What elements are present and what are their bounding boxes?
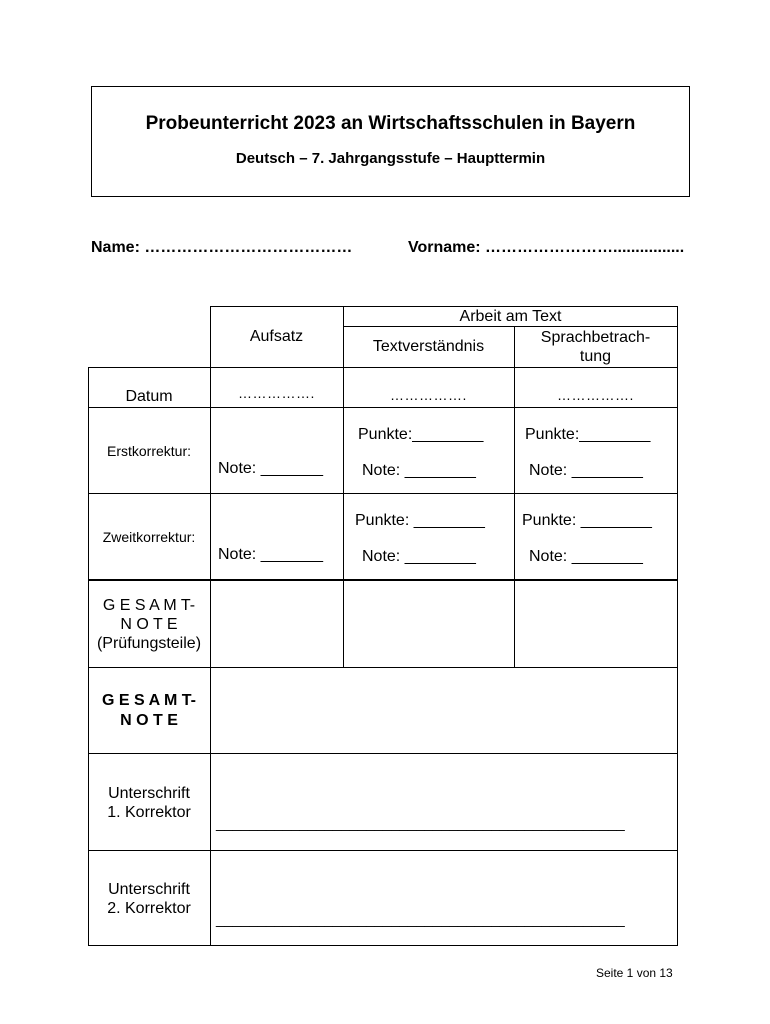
row-label-unterschrift-2-a: Unterschrift — [108, 881, 190, 898]
firstname-field[interactable]: Vorname: ……………………................ — [408, 239, 685, 256]
row-label-unterschrift-1-b: 1. Korrektor — [107, 804, 191, 821]
page-title: Probeunterricht 2023 an Wirtschaftsschulen in Bayern — [145, 113, 636, 134]
column-header-aufsatz: Aufsatz — [249, 328, 304, 345]
date-field-sprachbetrachtung[interactable]: ……………. — [557, 387, 634, 403]
column-header-sprachbetrachtung-2: tung — [579, 348, 612, 365]
row-label-gesamtnote-teile-1: G E S A M T- — [102, 597, 196, 614]
column-header-arbeit-am-text: Arbeit am Text — [459, 308, 562, 325]
header-box — [91, 86, 690, 197]
row-label-gesamtnote-2: N O T E — [120, 712, 178, 729]
signature-line-2[interactable]: _________________________________________________ — [216, 911, 625, 928]
column-header-sprachbetrachtung-1: Sprachbetrach- — [540, 329, 651, 346]
punkte-field-sprachbetrachtung-erst[interactable]: Punkte:________ — [525, 426, 651, 443]
row-label-gesamtnote-teile-3: (Prüfungsteile) — [96, 635, 202, 652]
punkte-field-sprachbetrachtung-zweit[interactable]: Punkte: ________ — [522, 512, 652, 529]
note-field-aufsatz-erst[interactable]: Note: _______ — [218, 460, 323, 477]
note-field-textverstaendnis-zweit[interactable]: Note: ________ — [362, 548, 476, 565]
row-label-gesamtnote-1: G E S A M T- — [102, 692, 196, 709]
note-field-aufsatz-zweit[interactable]: Note: _______ — [218, 546, 323, 563]
row-label-zweitkorrektur: Zweitkorrektur: — [102, 529, 196, 545]
signature-line-1[interactable]: _________________________________________________ — [216, 815, 625, 832]
row-label-unterschrift-1-a: Unterschrift — [108, 785, 190, 802]
date-field-textverstaendnis[interactable]: ……………. — [390, 387, 467, 403]
page-subtitle: Deutsch – 7. Jahrgangsstufe – Haupttermin — [235, 150, 546, 167]
note-field-textverstaendnis-erst[interactable]: Note: ________ — [362, 462, 476, 479]
note-field-sprachbetrachtung-erst[interactable]: Note: ________ — [529, 462, 643, 479]
row-label-unterschrift-2-b: 2. Korrektor — [107, 900, 191, 917]
date-field-aufsatz[interactable]: ……………. — [238, 385, 315, 401]
note-field-sprachbetrachtung-zweit[interactable]: Note: ________ — [529, 548, 643, 565]
punkte-field-textverstaendnis-zweit[interactable]: Punkte: ________ — [355, 512, 485, 529]
punkte-field-textverstaendnis-erst[interactable]: Punkte:________ — [358, 426, 484, 443]
row-label-erstkorrektur: Erstkorrektur: — [106, 443, 191, 459]
column-header-textverstaendnis: Textverständnis — [372, 338, 485, 355]
page-number: Seite 1 von 13 — [596, 966, 673, 980]
row-label-datum: Datum — [125, 388, 173, 405]
name-field[interactable]: Name: ………………………………… — [91, 239, 353, 256]
row-label-gesamtnote-teile-2: N O T E — [120, 616, 178, 633]
